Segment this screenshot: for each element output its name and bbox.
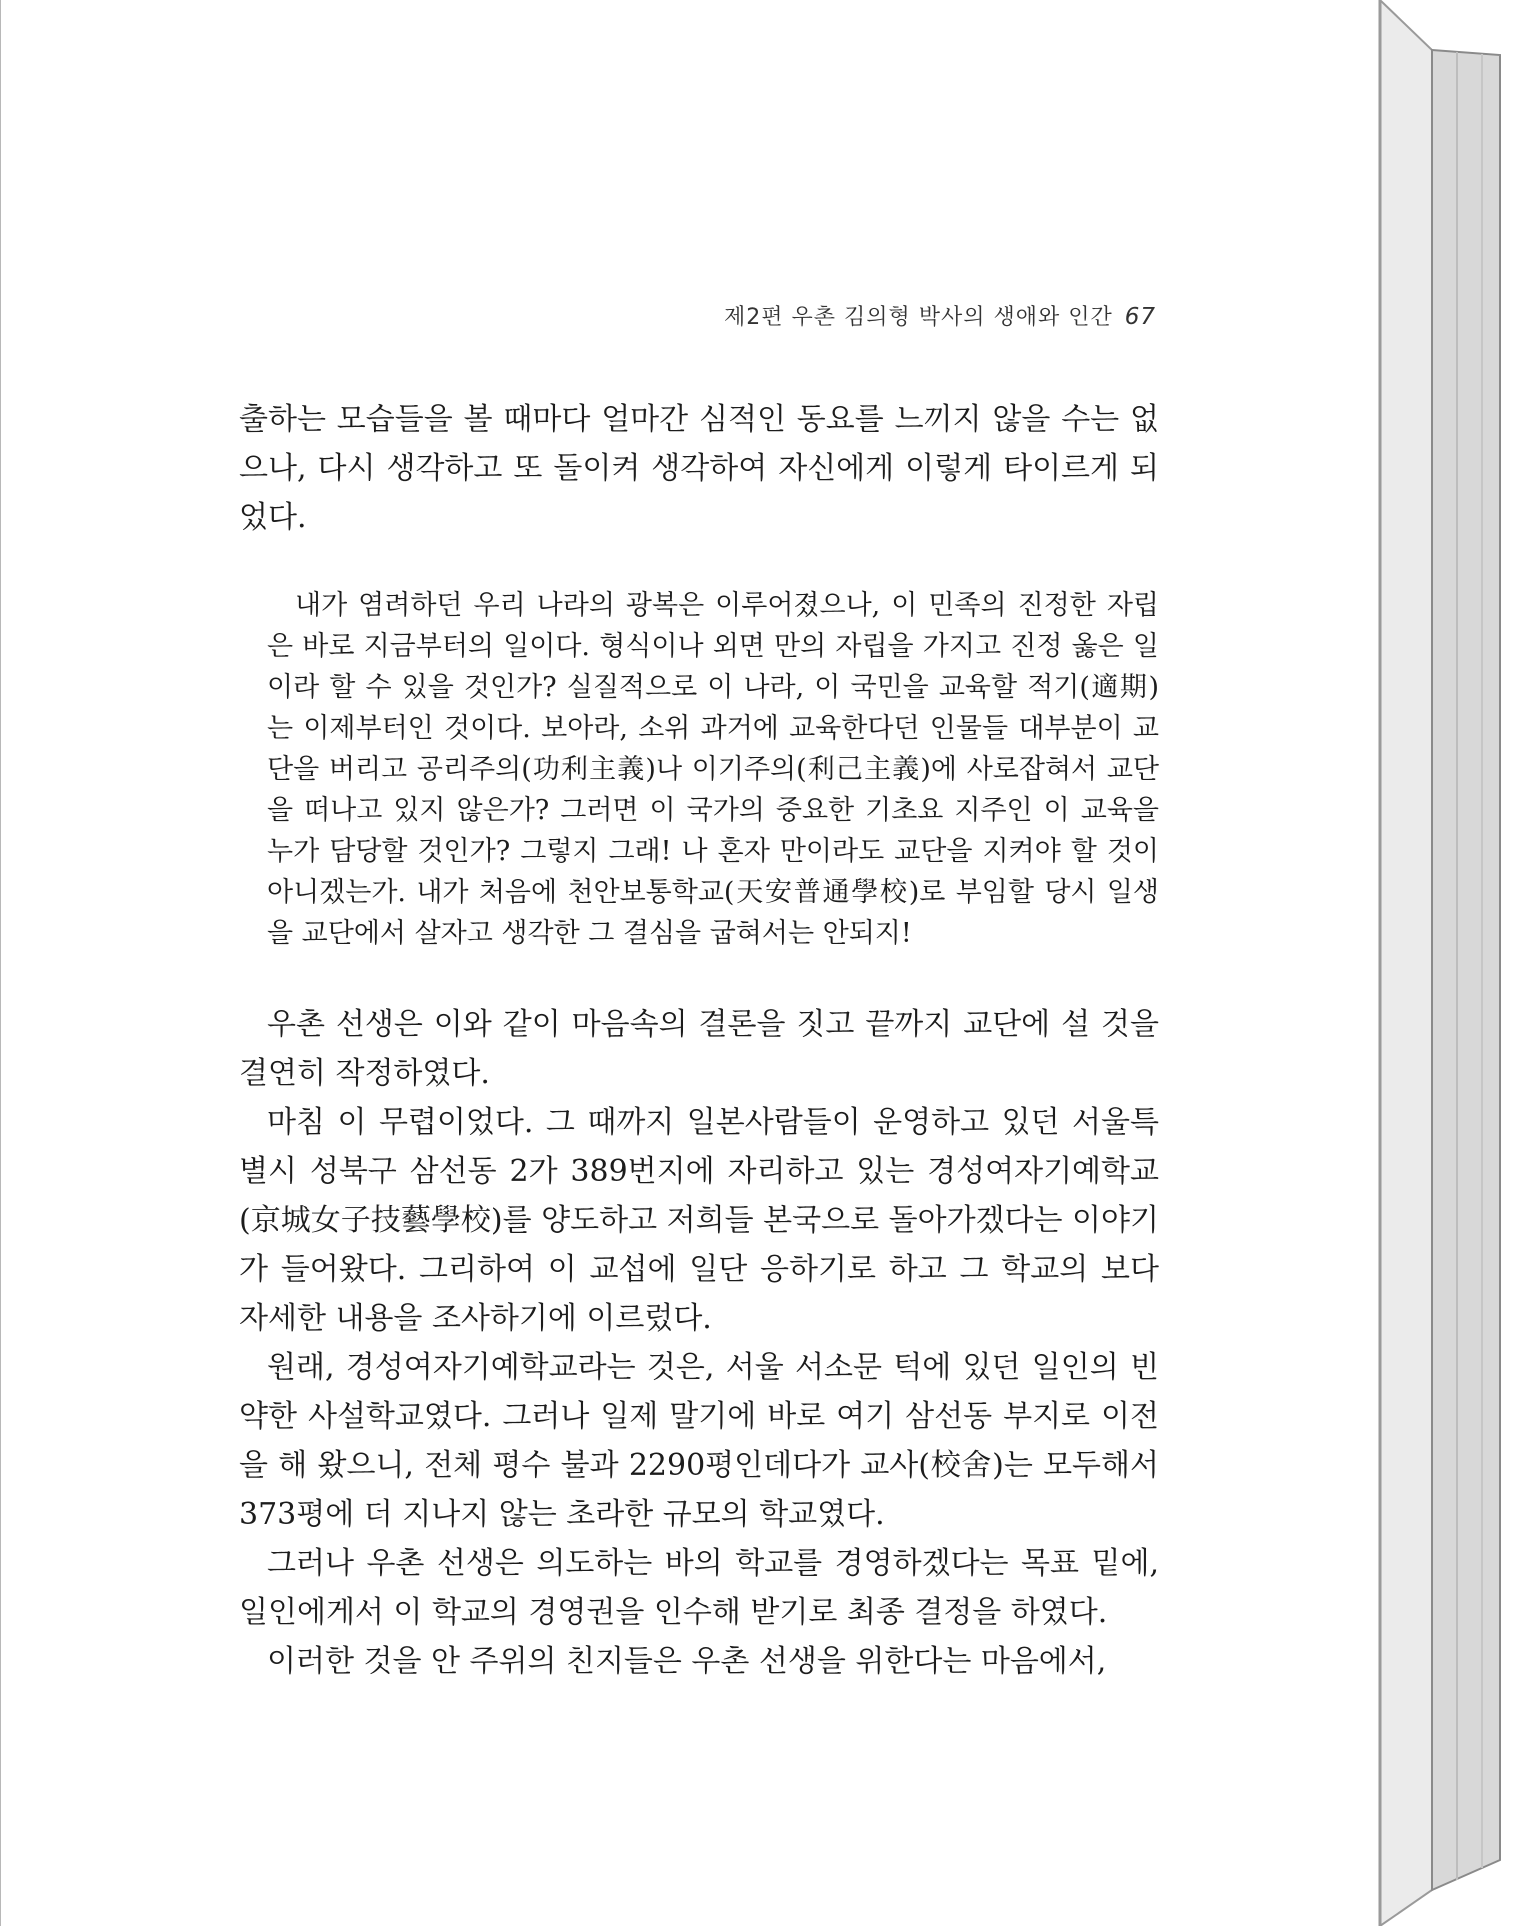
opening-paragraph-block — [239, 395, 1159, 542]
paragraph: 원래, 경성여자기예학교라는 것은, 서울 서소문 턱에 있던 일인의 빈약한 사설학교였다. 그러나 일제 말기에 바로 여기 삼선동 부지로 이전을 해 왔으니, 전체 평수 불과 2290평인데다가 교사(校舍)는 모두해서 373평에 더 지나지 않는 초라한 규모의 학교였다. — [239, 1350, 1159, 1532]
book-page-edges — [1372, 0, 1502, 1926]
paragraph: 출하는 모습들을 볼 때마다 얼마간 심적인 동요를 느끼지 않을 수는 없으나, 다시 생각하고 또 돌이켜 생각하여 자신에게 이렇게 타이르게 되었다. — [239, 402, 1159, 535]
block-quote — [267, 585, 1159, 954]
main-paragraph-block — [239, 1000, 1159, 1686]
paragraph: 그러나 우촌 선생은 의도하는 바의 학교를 경영하겠다는 목표 밑에, 일인에게서 이 학교의 경영권을 인수해 받기로 최종 결정을 하였다. — [239, 1546, 1159, 1630]
quote-paragraph: 내가 염려하던 우리 나라의 광복은 이루어졌으나, 이 민족의 진정한 자립은 바로 지금부터의 일이다. 형식이나 외면 만의 자립을 가지고 진정 옳은 일이라 할 수 있을 것인가? 실질적으로 이 나라, 이 국민을 교육할 적기(適期)는 이제부터인 것이다. 보아라, 소위 과거에 교육한다던 인물들 대부분이 교단을 버리고 공리주의(功利主義)나 이기주의(利己主義)에 사로잡혀서 교단을 떠나고 있지 않은가? 그러면 이 국가의 중요한 기초요 지주인 이 교육을 누가 담당할 것인가? 그렇지 그래! 나 혼자 만이라도 교단을 지켜야 할 것이 아니겠는가. 내가 처음에 천안보통학교(天安普通學校)로 부임할 당시 일생을 교단에서 살자고 생각한 그 결심을 굽혀서는 안되지! — [267, 590, 1159, 949]
chapter-title: 제2편 우촌 김의형 박사의 생애와 인간 — [723, 305, 1113, 330]
running-header — [724, 300, 1156, 331]
paragraph: 마침 이 무렵이었다. 그 때까지 일본사람들이 운영하고 있던 서울특별시 성북구 삼선동 2가 389번지에 자리하고 있는 경성여자기예학교(京城女子技藝學校)를 양도하고 저희들 본국으로 돌아가겠다는 이야기가 들어왔다. 그리하여 이 교섭에 일단 응하기로 하고 그 학교의 보다 자세한 내용을 조사하기에 이르렀다. — [239, 1105, 1159, 1336]
paragraph: 우촌 선생은 이와 같이 마음속의 결론을 짓고 끝까지 교단에 설 것을 결연히 작정하였다. — [239, 1007, 1159, 1091]
paragraph: 이러한 것을 안 주위의 친지들은 우촌 선생을 위한다는 마음에서, — [267, 1644, 1107, 1679]
page-number: 67 — [1124, 304, 1156, 330]
